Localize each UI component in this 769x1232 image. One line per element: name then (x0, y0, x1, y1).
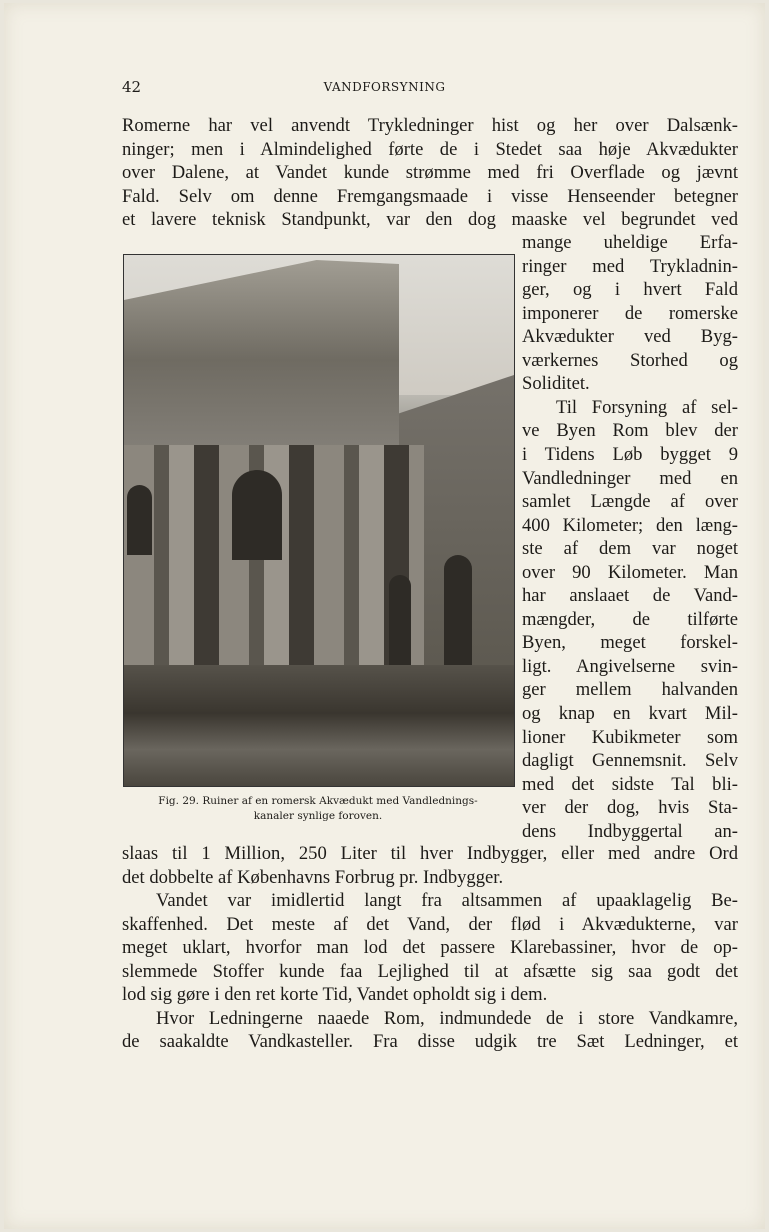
text-line: over Dalene, at Vandet kunde strømme med fri Overflade og jævnt (122, 162, 738, 184)
photo-ground (124, 665, 514, 786)
text-line: Vandet var imidlertid langt fra altsammen af upaaklagelig Be- (156, 890, 738, 912)
text-line: Vandledninger med en (522, 467, 738, 489)
text-line: ligt. Angivelserne svin- (522, 655, 738, 677)
text-line: ger mellem halvanden (522, 679, 738, 701)
aqueduct-ruins-photo (123, 254, 515, 787)
text-line: 400 Kilometer; den læng- (522, 514, 738, 536)
page-number: 42 (122, 78, 142, 96)
text-line: ger, og i hvert Fald (522, 279, 738, 301)
text-line: dens Indbyggertal an- (522, 820, 738, 842)
photo-arch (127, 485, 152, 555)
text-line: skaffenhed. Det meste af det Vand, der flød i Akvædukterne, var (122, 913, 738, 935)
text-line: med det sidste Tal bli- (522, 773, 738, 795)
photo-arch (232, 470, 282, 560)
text-line: et lavere teknisk Standpunkt, var den dog maaske vel begrundet ved (122, 209, 738, 231)
text-line: lod sig gøre i den ret korte Tid, Vandet opholdt sig i dem. (122, 984, 548, 1006)
text-line: meget uklart, hvorfor man lod det passere Klarebassiner, hvor de op- (122, 937, 738, 959)
text-line: Fald. Selv om denne Fremgangsmaade i visse Henseender betegner (122, 185, 738, 207)
text-line: værkernes Storhed og (522, 349, 738, 371)
running-title: VANDFORSYNING (323, 80, 446, 94)
text-line: de saakaldte Vandkasteller. Fra disse udgik tre Sæt Ledninger, et (122, 1031, 738, 1053)
text-line: slaas til 1 Million, 250 Liter til hver Indbygger, eller med andre Ord (122, 843, 738, 864)
text-line: det dobbelte af Københavns Forbrug pr. Indbygger. (122, 866, 504, 888)
text-line: Soliditet. (522, 373, 590, 395)
text-line: har anslaaet de Vand- (522, 585, 738, 607)
photo-arch (444, 555, 472, 665)
text-line: over 90 Kilometer. Man (522, 561, 738, 583)
text-line: mængder, de tilførte (522, 608, 738, 630)
photo-arch (389, 575, 411, 665)
text-line: slemmede Stoffer kunde faa Lejlighed til at afsætte sig saa godt det (122, 960, 738, 982)
text-line: Romerne har vel anvendt Trykledninger hist og her over Dalsænk- (122, 115, 738, 136)
text-line: Hvor Ledningerne naaede Rom, indmundede de i store Vandkamre, (156, 1007, 738, 1029)
text-line: i Tidens Løb bygget 9 (522, 443, 738, 465)
text-line: samlet Længde af over (522, 491, 738, 513)
text-line: Byen, meget forskel- (522, 632, 738, 654)
figure-caption-line-2: kanaler synlige foroven. (253, 810, 383, 822)
text-line: ve Byen Rom blev der (522, 420, 738, 442)
text-line: dagligt Gennemsnit. Selv (522, 750, 738, 772)
text-line: og knap en kvart Mil- (522, 703, 738, 724)
text-line: imponerer de romerske (522, 302, 738, 324)
text-line: lioner Kubikmeter som (522, 726, 738, 748)
text-line: ringer med Trykladnin- (522, 255, 738, 277)
figure-caption-line-1: Fig. 29. Ruiner af en romersk Akvædukt med Vandlednings- (158, 795, 478, 807)
text-line: ninger; men i Almindelighed førte de i Stedet saa høje Akvædukter (122, 138, 738, 160)
text-line: Akvædukter ved Byg- (522, 326, 738, 348)
text-line: ver der dog, hvis Sta- (522, 797, 738, 819)
text-line: Til Forsyning af sel- (556, 396, 738, 418)
text-line: ste af dem var noget (522, 538, 738, 560)
text-line: mange uheldige Erfa- (522, 232, 738, 253)
